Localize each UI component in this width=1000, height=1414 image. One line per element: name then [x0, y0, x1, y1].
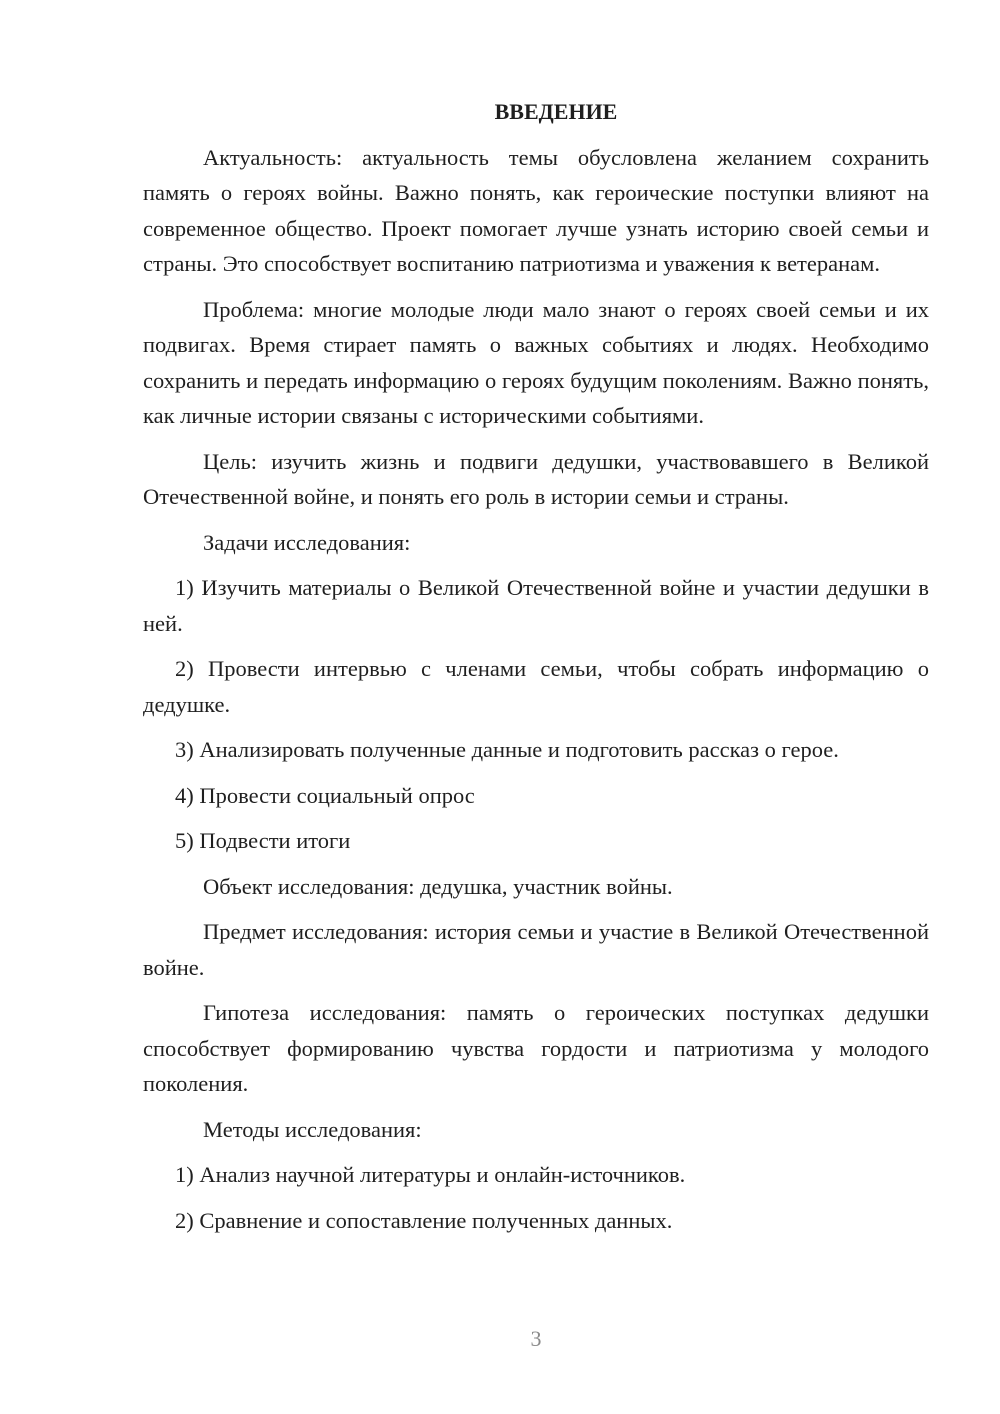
goal-paragraph: Цель: изучить жизнь и подвиги дедушки, участвовавшего в Великой Отечественной войне, и понять его роль в истории семьи и страны.: [143, 448, 929, 509]
relevance-paragraph: Актуальность: актуальность темы обусловлена желанием сохранить память о героях войны. Важно понять, как героические поступки влияют на современное общество. Проект помогает лучше узнать историю своей семьи и страны. Это способствует воспитанию патриотизма и уважения к ветеранам.: [143, 144, 929, 276]
problem-paragraph: Проблема: многие молодые люди мало знают о героях своей семьи и их подвигах. Время стирает память о важных событиях и людях. Необходимо сохранить и передать информацию о героях будущим поколениям. Важно понять, как личные истории связаны с историческими событиями.: [143, 296, 929, 428]
task-item-2: 2) Провести интервью с членами семьи, чтобы собрать информацию о дедушке.: [143, 656, 929, 717]
task-item-1: 1) Изучить материалы о Великой Отечественной войне и участии дедушки в ней.: [143, 575, 929, 636]
task-item-3: 3) Анализировать полученные данные и подготовить рассказ о герое.: [175, 737, 839, 762]
task-item-4: 4) Провести социальный опрос: [175, 782, 475, 808]
subject-paragraph: Предмет исследования: история семьи и участие в Великой Отечественной войне.: [143, 919, 929, 980]
tasks-heading: Задачи исследования:: [203, 529, 411, 555]
page-number: 3: [530, 1326, 542, 1351]
object-paragraph: Объект исследования: дедушка, участник войны.: [203, 873, 673, 899]
hypothesis-paragraph: Гипотеза исследования: память о героических поступках дедушки способствует формированию чувства гордости и патриотизма у молодого поколения.: [143, 1000, 929, 1096]
method-item-1: 1) Анализ научной литературы и онлайн-источников.: [175, 1162, 686, 1187]
method-item-2: 2) Сравнение и сопоставление полученных данных.: [175, 1207, 673, 1233]
task-item-5: 5) Подвести итоги: [175, 828, 351, 853]
section-title: ВВЕДЕНИЕ: [494, 99, 618, 124]
page-content: [143, 94, 929, 1248]
methods-heading: Методы исследования:: [203, 1116, 422, 1142]
